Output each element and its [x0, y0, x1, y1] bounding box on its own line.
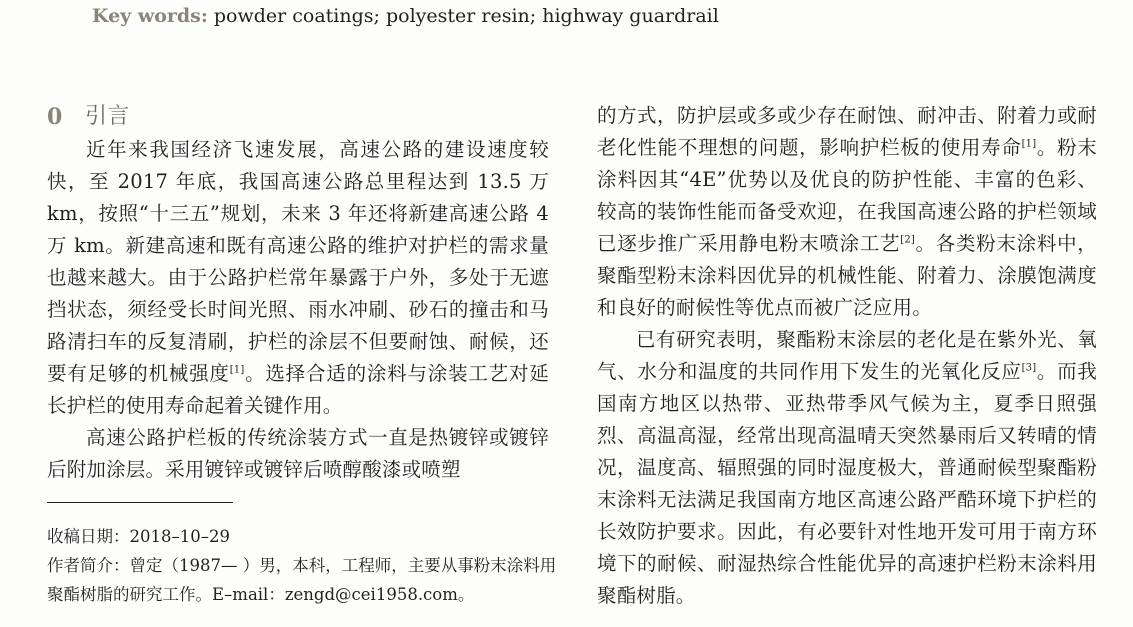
right-p1-a: 的方式，防护层或多或少存在耐蚀、耐冲击、附着力或耐老化性能不理想的问题，影响护栏板的使用寿命 [597, 104, 1097, 159]
keywords-label: Key words: [92, 5, 208, 27]
section-number: 0 [47, 104, 63, 130]
footnote-divider [47, 502, 233, 503]
continued-paragraph [597, 100, 1097, 324]
keywords-line [92, 3, 719, 29]
left-column [47, 100, 549, 486]
right-p2-b: 。而我国南方地区以热带、亚热带季风气候为主，夏季日照强烈、高温高湿，经常出现高温晴天突然暴雨后又转晴的情况，温度高、辐照强的同时湿度极大，普通耐候型聚酯粉末涂料无法满足我国南方地区高速公路严酷环境下护栏的长效防护要求。因此，有必要针对性地开发可用于南方环境下的耐候、耐湿热综合性能优异的高速护栏粉末涂料用聚酯树脂。 [597, 360, 1097, 607]
right-p2-a: 已有研究表明，聚酯粉末涂层的老化是在紫外光、氧气、水分和温度的共同作用下发生的光氧化反应 [597, 328, 1097, 383]
citation-ref[interactable]: [1] [1021, 138, 1037, 150]
intro-paragraph-2: 高速公路护栏板的传统涂装方式一直是热镀锌或镀锌后附加涂层。采用镀锌或镀锌后喷醇酸漆或喷塑 [47, 426, 549, 481]
author-bio: 作者简介：曾定（1987— ）男，本科，工程师，主要从事粉末涂料用聚酯树脂的研究工作。E–mail：zengd@cei1958.com。 [47, 556, 557, 604]
intro-p1-tail: 。选择合适的涂料与涂装工艺对延长护栏的使用寿命起着关键作用。 [47, 362, 549, 417]
right-column [597, 100, 1097, 612]
intro-paragraph-1 [47, 134, 549, 422]
right-p1-c: 。各类粉末涂料中，聚酯型粉末涂料因优异的机械性能、附着力、涂膜饱满度和良好的耐候性等优点而被广泛应用。 [597, 232, 1097, 319]
footnotes [47, 522, 557, 609]
citation-ref[interactable]: [1] [229, 364, 245, 376]
received-date: 收稿日期：2018–10–29 [47, 527, 230, 546]
citation-ref[interactable]: [3] [1021, 362, 1037, 374]
research-paragraph [597, 324, 1097, 612]
intro-p1-text: 近年来我国经济飞速发展，高速公路的建设速度较快，至 2017 年底，我国高速公路总里程达到 13.5 万 km，按照“十三五”规划，未来 3 年还将新建高速公路 4 万 km。新建高速和既有高速公路的维护对护栏的需求量也越来越大。由于公路护栏常年暴露于户外，多处于无遮挡状态，须经受长时间光照、雨水冲刷、砂石的撞击和马路清扫车的反复清刷，护栏的涂层不但要耐蚀、耐候，还要有足够的机械强度 [47, 138, 549, 385]
section-heading [47, 100, 549, 134]
right-p1-b: 。粉末涂料因其“4E”优势以及优良的防护性能、丰富的色彩、较高的装饰性能而备受欢迎，在我国高速公路的护栏领域已逐步推广采用静电粉末喷涂工艺 [597, 136, 1097, 255]
citation-ref[interactable]: [2] [900, 234, 916, 246]
keywords-text: powder coatings; polyester resin; highway guardrail [213, 5, 719, 27]
section-title: 引言 [85, 104, 130, 129]
